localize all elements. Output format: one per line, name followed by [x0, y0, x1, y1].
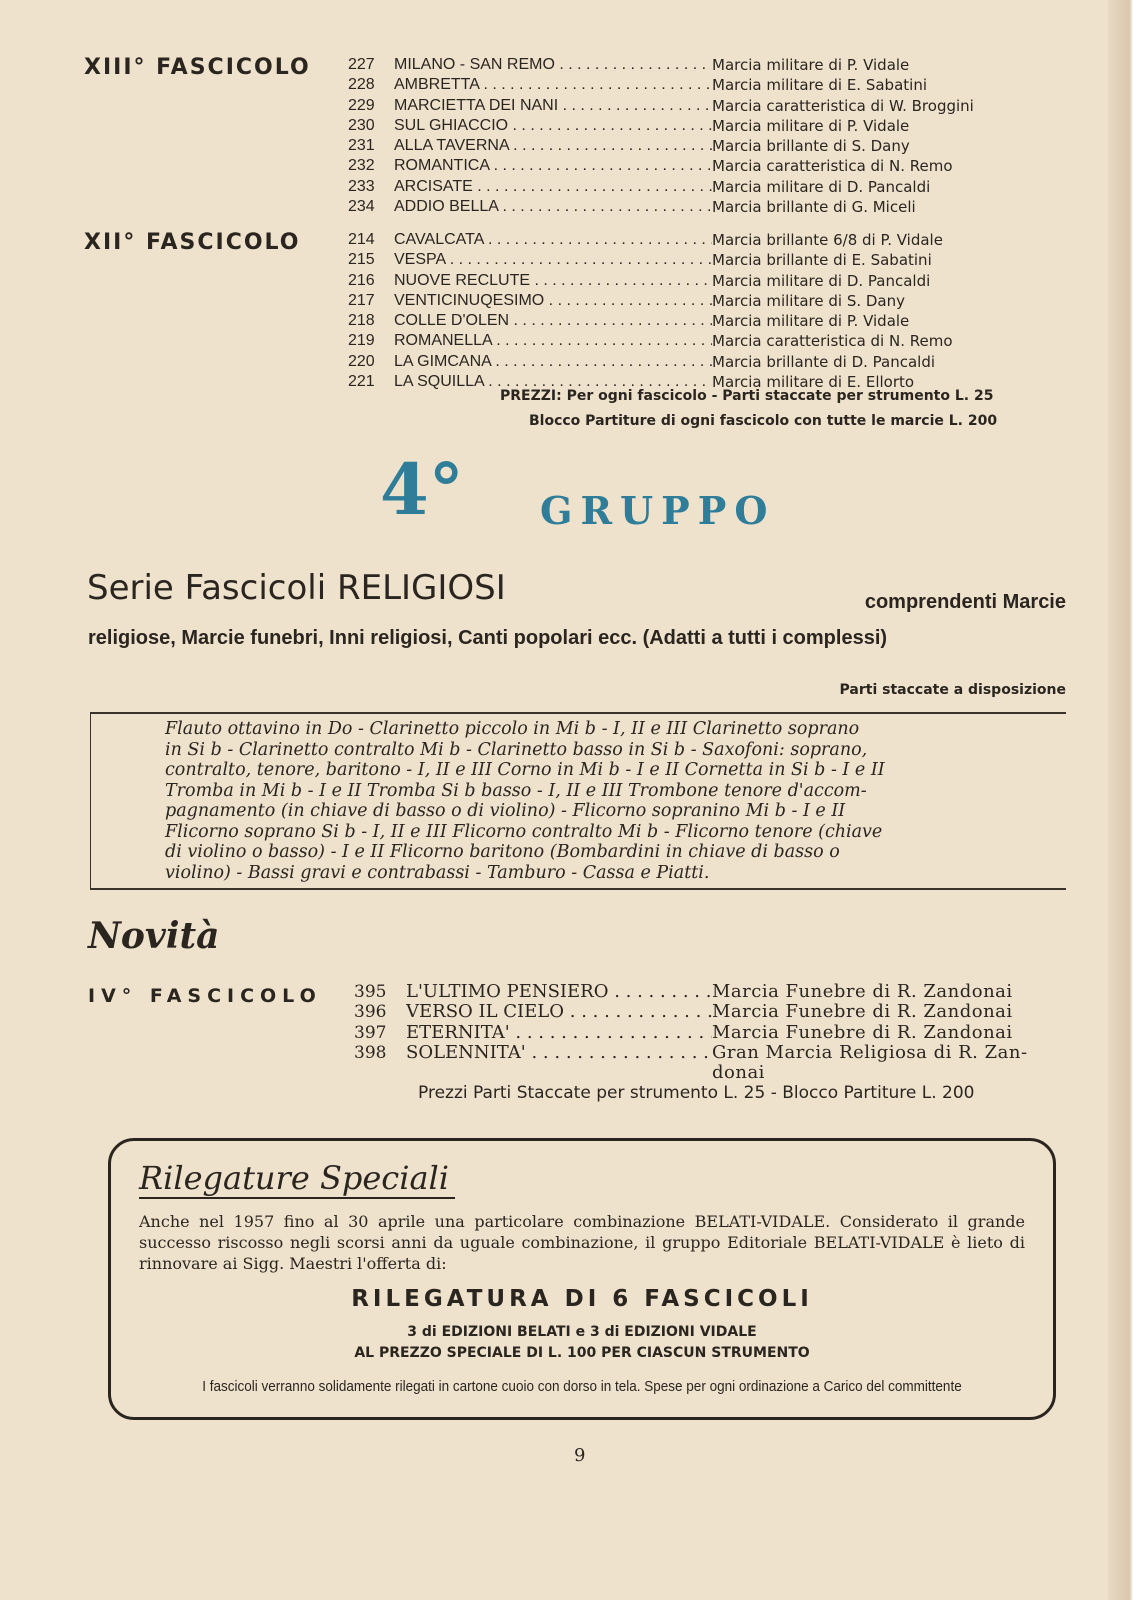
item-description: Marcia Funebre di R. Zandonai: [712, 1001, 1013, 1023]
list-item: [348, 197, 974, 217]
item-number: 229: [348, 96, 375, 114]
list-item: [348, 156, 974, 176]
fascicolo-iv-label: IV° FASCICOLO: [88, 985, 322, 1007]
instruments-line: pagnamento (in chiave di basso o di violino) - Flicorno sopranino Mi b - I e II: [165, 801, 846, 821]
item-title: VENTICINUQESIMO . . .: [394, 291, 712, 311]
item-number: 233: [348, 177, 375, 195]
item-number: 219: [348, 332, 375, 350]
item-title: ALLA TAVERNA . . .: [394, 136, 712, 156]
item-number: 220: [348, 352, 375, 370]
instruments-line: Flicorno soprano Si b - I, II e III Flicorno contralto Mi b - Flicorno tenore (chiave: [165, 821, 883, 842]
item-description: Marcia militare di E. Ellorto: [712, 373, 915, 392]
item-description: Marcia militare di S. Dany: [712, 291, 906, 310]
list-item: [348, 291, 953, 311]
page-edge: [1108, 0, 1144, 1600]
item-number: 397: [354, 1022, 387, 1043]
fascicolo-xiii-label: XIII° FASCICOLO: [84, 55, 311, 80]
item-title: LA GIMCANA . . .: [394, 352, 712, 372]
instruments-line: di violino o basso) - I e II Flicorno baritono (Bombardini in chiave di basso o: [165, 842, 840, 862]
list-item: [348, 250, 953, 270]
prices-line-1: PREZZI: Per ogni fascicolo - Parti staccate per strumento L. 25: [500, 388, 994, 404]
item-title: NUOVE RECLUTE . . .: [394, 271, 712, 291]
item-description: Marcia caratteristica di N. Remo: [712, 157, 953, 176]
item-title: L'ULTIMO PENSIERO . . .: [406, 982, 712, 1002]
item-number: 232: [348, 157, 375, 175]
item-title: MILANO - SAN REMO . . .: [394, 55, 712, 75]
item-description: Marcia militare di P. Vidale: [712, 116, 910, 135]
list-item: [348, 96, 974, 116]
parts-note: Parti staccate a disposizione: [839, 682, 1066, 698]
item-number: 227: [348, 56, 375, 73]
rilegature-line-2: AL PREZZO SPECIALE DI L. 100 PER CIASCUN STRUMENTO: [354, 1345, 810, 1361]
item-title: MARCIETTA DEI NANI . . .: [394, 96, 712, 116]
fascicolo-iv-list: [354, 982, 1077, 1083]
item-title: ARCISATE . . .: [394, 177, 712, 197]
instruments-line: Flauto ottavino in Do - Clarinetto piccolo in Mi b - I, II e III Clarinetto soprano: [165, 719, 860, 739]
item-number: 215: [348, 251, 375, 269]
item-description: Gran Marcia Religiosa di R. Zan-donai: [712, 1041, 1028, 1084]
list-item: [348, 55, 974, 75]
item-number: 217: [348, 291, 375, 309]
item-description: Marcia militare di D. Pancaldi: [712, 177, 931, 196]
item-description: Marcia militare di D. Pancaldi: [712, 271, 931, 290]
rilegature-offer: RILEGATURA DI 6 FASCICOLI: [351, 1286, 813, 1312]
item-number: 230: [348, 116, 375, 134]
item-description: Marcia Funebre di R. Zandonai: [712, 981, 1013, 1002]
item-title: LA SQUILLA . . .: [394, 372, 712, 392]
item-description: Marcia brillante di E. Sabatini: [712, 251, 932, 270]
item-title: ETERNITA' . . .: [406, 1023, 712, 1043]
group-word: GRUPPO: [540, 488, 776, 533]
item-description: Marcia militare di P. Vidale: [712, 56, 910, 74]
item-description: Marcia brillante di D. Pancaldi: [712, 352, 936, 371]
prices-line-2: Blocco Partiture di ogni fascicolo con tutte le marcie L. 200: [529, 413, 998, 429]
list-item: [348, 136, 974, 156]
item-number: 395: [354, 982, 387, 1002]
item-title: SUL GHIACCIO . . .: [394, 116, 712, 136]
item-number: 234: [348, 198, 375, 216]
item-number: 396: [354, 1002, 387, 1023]
item-title: VESPA . . .: [394, 250, 712, 270]
list-item: [348, 230, 953, 250]
series-subtitle-2: religiose, Marcie funebri, Inni religiosi, Canti popolari ecc. (Adatti a tutti i complessi): [88, 627, 888, 649]
group-number: 4°: [380, 448, 464, 531]
instruments-line: Tromba in Mi b - I e II Tromba Si b basso - I, II e III Trombone tenore d'accom-: [165, 780, 867, 801]
list-item: [348, 116, 974, 136]
fascicolo-xii-label: XII° FASCICOLO: [84, 230, 301, 255]
instruments-line: violino) - Bassi gravi e contrabassi - Tamburo - Cassa e Piatti.: [165, 862, 710, 883]
item-title: SOLENNITA' . . .: [406, 1043, 712, 1084]
item-title: ROMANELLA . . .: [394, 331, 712, 351]
list-item: [348, 352, 953, 372]
list-item: [354, 1002, 1077, 1022]
rilegature-text: Anche nel 1957 fino al 30 aprile una particolare combinazione BELATI-VIDALE. Considerato il grande successo riscosso negli scorsi anni da uguale combinazione, il gruppo Editoriale BELATI-VIDALE è lieto di rinnovare ai Sigg. Maestri l'offerta di:: [139, 1212, 1025, 1273]
item-description: Marcia brillante 6/8 di P. Vidale: [712, 231, 943, 249]
item-description: Marcia Funebre di R. Zandonai: [712, 1021, 1013, 1043]
item-number: 216: [348, 271, 375, 289]
fascicolo-xiii-list: [348, 55, 974, 217]
fascicolo-xii-list: [348, 230, 953, 392]
item-description: Marcia militare di P. Vidale: [712, 312, 910, 331]
page-number: 9: [574, 1445, 586, 1466]
list-item: [354, 1043, 1077, 1084]
item-title: ADDIO BELLA . . .: [394, 197, 712, 217]
list-item: [348, 311, 953, 331]
item-number: 228: [348, 76, 375, 94]
series-subtitle-1: comprendenti Marcie: [864, 591, 1066, 613]
item-description: Marcia caratteristica di N. Remo: [712, 332, 953, 351]
rilegature-line-1: 3 di EDIZIONI BELATI e 3 di EDIZIONI VIDALE: [407, 1324, 757, 1340]
novita-heading: Novità: [88, 915, 220, 957]
list-item: [354, 982, 1077, 1002]
item-title: CAVALCATA . . .: [394, 230, 712, 250]
item-number: 221: [348, 373, 375, 391]
rilegature-box: [108, 1138, 1056, 1420]
item-title: ROMANTICA . . .: [394, 156, 712, 176]
list-item: [348, 177, 974, 197]
item-number: 398: [354, 1042, 387, 1063]
item-title: AMBRETTA . . .: [394, 75, 712, 95]
item-title: VERSO IL CIELO . . .: [406, 1002, 712, 1022]
rilegature-footnote: I fascicoli verranno solidamente rilegati in cartone cuoio con dorso in tela. Spese per ogni ordinazione a Carico del committente: [202, 1378, 962, 1395]
item-description: Marcia caratteristica di W. Broggini: [712, 96, 974, 115]
item-number: 218: [348, 312, 375, 330]
item-description: Marcia brillante di G. Miceli: [712, 198, 916, 217]
novita-prices: Prezzi Parti Staccate per strumento L. 25 - Blocco Partiture L. 200: [418, 1083, 975, 1103]
item-title: COLLE D'OLEN . . .: [394, 311, 712, 331]
list-item: [348, 331, 953, 351]
item-description: Marcia brillante di S. Dany: [712, 137, 910, 156]
instruments-box: [90, 712, 1066, 890]
item-description: Marcia militare di E. Sabatini: [712, 76, 927, 95]
rilegature-title: Rilegature Speciali: [139, 1159, 455, 1199]
list-item: [348, 271, 953, 291]
item-number: 214: [348, 231, 375, 248]
instruments-line: contralto, tenore, baritono - I, II e III Corno in Mi b - I e II Cornetta in Si b - I e II: [165, 760, 885, 780]
list-item: [354, 1023, 1077, 1043]
series-title: Serie Fascicoli RELIGIOSI: [87, 568, 506, 608]
instruments-line: in Si b - Clarinetto contralto Mi b - Clarinetto basso in Si b - Saxofoni: soprano,: [165, 739, 868, 760]
item-number: 231: [348, 137, 375, 155]
list-item: [348, 75, 974, 95]
